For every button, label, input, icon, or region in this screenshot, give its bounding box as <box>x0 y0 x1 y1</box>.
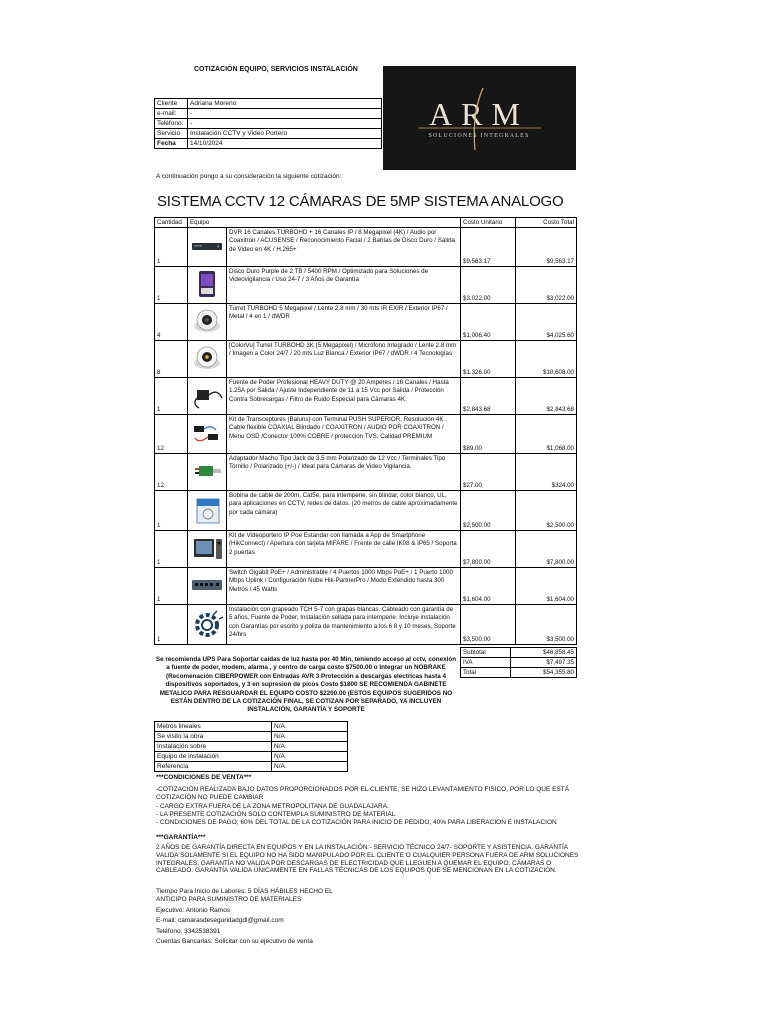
item-unit-cost: $89.00 <box>461 415 516 454</box>
site-info-label: Referencia <box>155 762 272 772</box>
item-description: DVR 16 Canales TURBOHD + 16 Canales IP / 8 Megapixel (4K) / Audio por Coaxitron / ACUSENSE / Reconocimiento Facial / 2 Bahías de Disco Duro / Salida de Video en 4K / H.265+ <box>227 228 461 267</box>
site-info-label: Equipo de instalación <box>155 752 272 762</box>
item-quantity: 1 <box>155 378 188 415</box>
client-field-value: - <box>188 109 382 119</box>
item-image <box>188 415 227 454</box>
item-description: Instalación con grapeado TCH 5-7 con grapas blancas. Cableado con garantía de 5 años, Fuente de Poder, Instalación sellada para intemperie. Incluye instalación con Garantías por escrito y poliza de mantenimiento a los 6 8 y 10 meses, Soporte 24/hrs <box>227 605 461 645</box>
site-info-label: Metros lineales <box>155 722 272 732</box>
item-image <box>188 341 227 378</box>
table-row <box>155 531 577 568</box>
item-total-cost: $2,500.00 <box>516 491 577 531</box>
item-image <box>188 267 227 304</box>
item-quantity: 1 <box>155 267 188 304</box>
item-total-cost: $3,500.00 <box>516 605 577 645</box>
item-description: Turret TURBOHD 5 Megapixel / Lente 2.8 mm / 30 mts IR EXIR / Exterior IP67 / Metal / 4 en 1 / dWDR <box>227 304 461 341</box>
item-total-cost: $1,604.00 <box>516 568 577 605</box>
start-time-text: Tiempo Para Inicio de Labores: 5 DÍAS HÁBILES HECHO EL ANTICIPO PARA SUMINISTRO DE MATERIALES <box>156 888 333 903</box>
table-row <box>155 228 577 267</box>
item-total-cost: $4,025.60 <box>516 304 577 341</box>
totals-row <box>461 668 577 678</box>
item-quantity: 1 <box>155 568 188 605</box>
client-field-value: Adriana Moreno <box>188 99 382 109</box>
item-description: Fuente de Poder Profesional HEAVY DUTY @ 20 Amperes / 16 Canales / Hasta 1.25A por Salida / Ajuste Independiente de 11 a 15 Vcc por Salida / Protección Contra Sobrecargas / Filtro de Ruido Especial para Cámaras 4K. <box>227 378 461 415</box>
totals-label: Total <box>461 668 511 678</box>
totals-value: $7,497.35 <box>511 658 577 668</box>
client-field-label: Teléfono: <box>155 119 188 129</box>
executive-text: Ejecutivo: Antonio Ramos <box>156 907 231 914</box>
site-info-label: Instalación sobre <box>155 742 272 752</box>
site-info-row <box>155 762 348 772</box>
site-info-row <box>155 722 348 732</box>
totals-value: $54,355.80 <box>511 668 577 678</box>
item-image <box>188 568 227 605</box>
network-switch-icon <box>189 568 225 602</box>
video-doorbell-icon <box>189 531 225 565</box>
company-logo <box>383 66 576 170</box>
hard-drive-icon <box>189 267 225 301</box>
client-field-value: 14/10/2024 <box>188 139 382 149</box>
site-info-row <box>155 742 348 752</box>
item-unit-cost: $1,326.00 <box>461 341 516 378</box>
item-description: Bobina de cable de 200m, Cat5e, para intemperie, sin blindar, color blanco, UL, para aplicaciones en CCTV, redes de datos. (20 metros de cable aproximadamente por cada cámara) <box>227 491 461 531</box>
table-row <box>155 415 577 454</box>
arm-logo-icon <box>383 66 576 170</box>
item-total-cost: $2,843.68 <box>516 378 577 415</box>
totals-row <box>461 648 577 658</box>
table-row <box>155 568 577 605</box>
header-costo-total: Costo Total <box>516 218 577 228</box>
table-row <box>155 491 577 531</box>
item-unit-cost: $2,500.00 <box>461 491 516 531</box>
item-image <box>188 304 227 341</box>
item-image <box>188 491 227 531</box>
dvr-icon <box>189 229 225 263</box>
conditions-line: - CONDICIONES DE PAGO; 60% DEL TOTAL DE LA COTIZACIÓN PARA INICIO DE PEDIDO, 40% PARA LIBERACION E INSTALACION <box>156 819 557 826</box>
item-image <box>188 454 227 491</box>
client-field-value: Instalación CCTV y Video Portero <box>188 129 382 139</box>
site-info-value: N/A <box>272 762 348 772</box>
item-unit-cost: $1,604.00 <box>461 568 516 605</box>
table-row <box>155 267 577 304</box>
quote-main-title: SISTEMA CCTV 12 CÁMARAS DE 5MP SISTEMA ANALOGO <box>157 193 564 210</box>
item-description: Switch Gigabit PoE+ / Administrable / 4 Puertos 1000 Mbps PoE+ / 1 Puerto 1000 Mbps Uplink / Configuración Nube Hik-PartnerPro / Modo Extendido hasta 300 Metros / 45 Watts <box>227 568 461 605</box>
item-total-cost: $9,563.17 <box>516 228 577 267</box>
item-unit-cost: $1,006.40 <box>461 304 516 341</box>
intro-text: A continuación pongo a su consideración la siguiente cotización: <box>156 173 342 180</box>
item-unit-cost: $3,022.00 <box>461 267 516 304</box>
header-cantidad: Cantidad <box>155 218 188 228</box>
items-table <box>154 217 577 645</box>
item-unit-cost: $2,843.68 <box>461 378 516 415</box>
bank-text: Cuentas Bancarias: Solicitar con su ejecutivo de venta <box>156 938 313 945</box>
header-equipo: Equipo <box>188 218 461 228</box>
client-field-label: Servicio <box>155 129 188 139</box>
site-info-row <box>155 732 348 742</box>
cable-box-icon <box>189 493 225 527</box>
site-info-value: N/A <box>272 752 348 762</box>
balun-icon <box>189 416 225 450</box>
site-info-value: N/A <box>272 742 348 752</box>
quote-header-title: COTIZACIÓN EQUIPO, SERVICIOS INSTALACIÓN <box>194 66 358 73</box>
item-description: Adaptador Macho Tipo Jack de 3.5 mm Polarizado de 12 Vcc / Terminales Tipo Tornillo / Polarizado (+/-) / Ideal para Cámaras de Video Vigilancia. <box>227 454 461 491</box>
item-image <box>188 531 227 568</box>
site-info-table <box>154 721 348 772</box>
ups-recommendation: Se recomienda UPS Para Soportar caídas de luz hasta por 40 Min, teniendo acceso al cctv, conexión a fuente de poder, modem, alarma , y centro de carga costo $7500.00 o Integrar un NOBRAKE (Recomenación CIBERPOWER con Entradas AVR 3 Protección a descargas electricas hasta 4 dispositivos soportados, y 3 en supresion de picos Costo $1800 SE RECOMIENDA GABINETE METALICO PARA RESGUARDAR EL EQUIPO COSTO $2200.00 (ESTOS EQUIPOS SUGERIDOS NO ESTÁN DENTRO DE LA COTIZACIÓN FINAL, SE COTIZAN POR SEPARADO, YA INCLUYEN INSTALACIÓN, GARANTÍA Y SOPORTE <box>155 656 457 714</box>
logo-letters: ARM <box>429 96 529 132</box>
table-row <box>155 304 577 341</box>
phone-text: Teléfono: 3342538391 <box>156 928 221 935</box>
email-text: E-mail: camarasdeseguridadgdl@gmail.com <box>156 917 284 924</box>
item-description: [ColorVu] Turret TURBOHD 3K (5 Megapixel) / Micrófono Integrado / Lente 2.8 mm / Imagen a Color 24/7 / 20 mts Luz Blanca / Exterior IP67 / dWDR / 4 Tecnologías <box>227 341 461 378</box>
totals-table <box>460 647 577 678</box>
totals-row <box>461 658 577 668</box>
client-row <box>155 139 382 149</box>
item-quantity: 1 <box>155 531 188 568</box>
item-total-cost: $1,068.00 <box>516 415 577 454</box>
client-row <box>155 109 382 119</box>
totals-value: $46,858.45 <box>511 648 577 658</box>
conditions-line: -COTIZACIÓN REALIZADA BAJO DATOS PROPORCIONADOS POR EL CLIENTE; SE HIZO LEVANTAMIENTO FISICO, POR LO QUE ESTÁ COTIZACIÓN NO PUEDE CAMBIAR <box>156 786 570 801</box>
item-quantity: 1 <box>155 228 188 267</box>
client-field-value: - <box>188 119 382 129</box>
item-unit-cost: $27.00 <box>461 454 516 491</box>
item-description: Disco Duro Purple de 2 TB / 5400 RPM / Optimizado para Soluciones de Videovigilancia / Uso 24-7 / 3 Años de Garantía <box>227 267 461 304</box>
conditions-title: ***CONDICIONES DE VENTA*** <box>156 774 252 781</box>
item-total-cost: $10,608.00 <box>516 341 577 378</box>
header-costo-unitario: Costo Unitario <box>461 218 516 228</box>
totals-label: Subtotal <box>461 648 511 658</box>
table-row <box>155 454 577 491</box>
client-field-label: Cliente <box>155 99 188 109</box>
client-row <box>155 99 382 109</box>
jack-adapter-icon <box>189 454 225 488</box>
table-row <box>155 378 577 415</box>
item-quantity: 8 <box>155 341 188 378</box>
item-total-cost: $7,800.00 <box>516 531 577 568</box>
items-header-row <box>155 218 577 228</box>
table-row <box>155 341 577 378</box>
colorvu-camera-icon <box>189 341 225 375</box>
item-description: Kit de Videoportero IP Poe Estandar con llamada a App de Smartphone (HikConnect) / Apertura con tarjeta MIFARE / Frente de calle IK08 & IP65 / Soporta 2 puertas <box>227 531 461 568</box>
item-unit-cost: $9,563.17 <box>461 228 516 267</box>
installation-gear-icon <box>189 607 225 641</box>
client-row <box>155 129 382 139</box>
client-field-label: e-mail: <box>155 109 188 119</box>
site-info-value: N/A <box>272 732 348 742</box>
item-total-cost: $324.00 <box>516 454 577 491</box>
client-info-table <box>154 98 382 149</box>
item-quantity: 1 <box>155 605 188 645</box>
item-image <box>188 605 227 645</box>
warranty-text: 2 AÑOS DE GARANTÍA DIRECTA EN EQUIPOS Y EN LA INSTALACIÓN - SERVICIO TÉCNICO 24/7- SOPORTE Y ASISTENCIA. GARANTÍA VALIDA SOLAMENTE SI EL EQUIPO NO HA SIDO MANIPULADO POR EL CLIENTE O CUALQUIER PERSONA FUERA DE ARM SOLUCIONES INTEGRALES, GARANTÍA NO VALIDA POR DESCARGAS DE ELECTRICIDAD QUE LLEGUEN A QUEMAR EL EQUIPO, CÁMARAS O CABLEADO. GARANTÍA VALIDA ÚNICAMENTE EN FALLAS TÉCNICAS DE LOS EQUIPOS QUE SE MENCIONAN EN LA COTIZACIÓN. <box>156 844 579 875</box>
item-unit-cost: $3,500.00 <box>461 605 516 645</box>
logo-tagline: SOLUCIONES INTEGRALES <box>428 133 530 139</box>
client-field-label: Fecha <box>155 139 188 149</box>
item-image <box>188 228 227 267</box>
item-total-cost: $3,022.00 <box>516 267 577 304</box>
item-quantity: 4 <box>155 304 188 341</box>
turret-camera-icon <box>189 304 225 338</box>
conditions-line: - LA PRESENTE COTIZACIÓN SOLO CONTEMPLA SUMINISTRO DE MATERIAL <box>156 811 396 818</box>
power-supply-icon <box>189 378 225 412</box>
site-info-label: Se visito la obra <box>155 732 272 742</box>
client-row <box>155 119 382 129</box>
totals-label: IVA <box>461 658 511 668</box>
item-image <box>188 378 227 415</box>
site-info-row <box>155 752 348 762</box>
table-row <box>155 605 577 645</box>
warranty-title: ***GARANTÍA*** <box>156 834 206 841</box>
item-unit-cost: $7,800.00 <box>461 531 516 568</box>
item-quantity: 12 <box>155 415 188 454</box>
item-quantity: 1 <box>155 491 188 531</box>
item-quantity: 12 <box>155 454 188 491</box>
site-info-value: N/A <box>272 722 348 732</box>
item-description: Kit de Transceptores (Baluns) con Terminal PUSH SUPERIOR. Resolución 4K . Cable flexible COAXIAL Blindado / COAXITRON / AUDIO POR COAXITRON / Menu OSD /Conector 100% COBRE / protección TVS, Calidad PREMIUM <box>227 415 461 454</box>
conditions-line: - CARGO EXTRA FUERA DE LA ZONA METROPOLITANA DE GUADALAJARA. <box>156 803 389 810</box>
